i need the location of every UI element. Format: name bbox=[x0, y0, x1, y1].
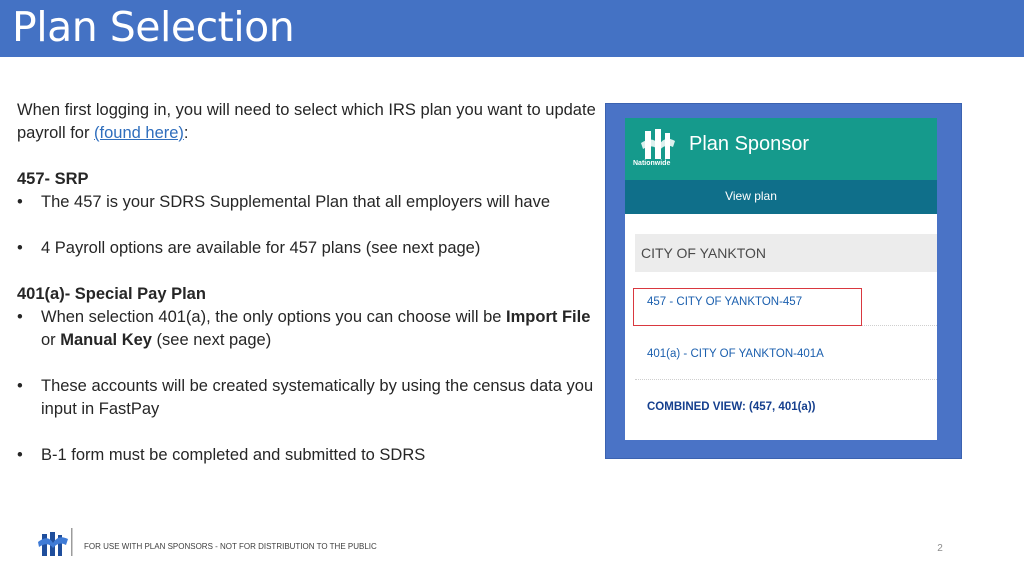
plan-sponsor-header bbox=[625, 118, 937, 180]
slide-body bbox=[17, 99, 597, 467]
intro-paragraph bbox=[17, 99, 597, 145]
plan-option-401a[interactable] bbox=[635, 328, 937, 380]
bullet-401a-1 bbox=[17, 306, 597, 352]
title-bar bbox=[0, 0, 1024, 57]
nationwide-brand-text: Nationwide bbox=[633, 160, 671, 167]
bullet-401a-3: • B-1 form must be completed and submitted to SDRS bbox=[17, 444, 597, 467]
employer-name: CITY OF YANKTON bbox=[641, 245, 766, 261]
bullet-401a-1-text: When selection 401(a), the only options you can choose will be bbox=[41, 308, 507, 326]
slide-title: Plan Selection bbox=[12, 3, 295, 51]
plan-sponsor-screenshot bbox=[625, 118, 937, 440]
plan-option-401a-label: 401(a) - CITY OF YANKTON-401A bbox=[647, 348, 824, 360]
heading-457 bbox=[17, 168, 597, 191]
highlight-box bbox=[633, 288, 862, 326]
bullet-457-2: • 4 Payroll options are available for 457 plans (see next page) bbox=[17, 237, 597, 260]
nationwide-eagle-icon bbox=[633, 125, 683, 175]
heading-401a bbox=[17, 283, 597, 306]
plan-option-combined[interactable] bbox=[635, 382, 937, 436]
bullet-401a-2: • These accounts will be created systematically by using the census data you input in FastPay bbox=[17, 375, 597, 421]
view-plan-label: View plan bbox=[725, 189, 777, 203]
employer-name-row bbox=[635, 234, 937, 272]
nationwide-footer-logo-icon bbox=[36, 524, 74, 560]
footer-disclaimer: FOR USE WITH PLAN SPONSORS - NOT FOR DISTRIBUTION TO THE PUBLIC bbox=[84, 542, 377, 551]
plan-option-combined-label: COMBINED VIEW: (457, 401(a)) bbox=[647, 401, 816, 413]
bullet-401a-1-end: (see next page) bbox=[151, 331, 272, 349]
found-here-link[interactable]: (found here) bbox=[94, 124, 184, 142]
manual-key-text: Manual Key bbox=[60, 331, 152, 349]
plan-sponsor-title: Plan Sponsor bbox=[689, 133, 810, 155]
import-file-text: Import File bbox=[506, 308, 591, 326]
bullet-457-1: • The 457 is your SDRS Supplemental Plan that all employers will have bbox=[17, 191, 597, 214]
page-number: 2 bbox=[937, 543, 943, 554]
heading-457-label: 457- SRP bbox=[17, 170, 89, 188]
heading-401a-label: 401(a)- Special Pay Plan bbox=[17, 285, 206, 303]
plan-option-457-label: 457 - CITY OF YANKTON-457 bbox=[647, 296, 803, 308]
plan-sponsor-screenshot-frame bbox=[605, 103, 962, 459]
view-plan-bar[interactable] bbox=[625, 180, 937, 214]
bullet-401a-1-or: or bbox=[41, 331, 61, 349]
intro-colon: : bbox=[183, 124, 189, 142]
intro-text: When first logging in, you will need to select which IRS plan you want to update payroll for bbox=[17, 101, 596, 142]
